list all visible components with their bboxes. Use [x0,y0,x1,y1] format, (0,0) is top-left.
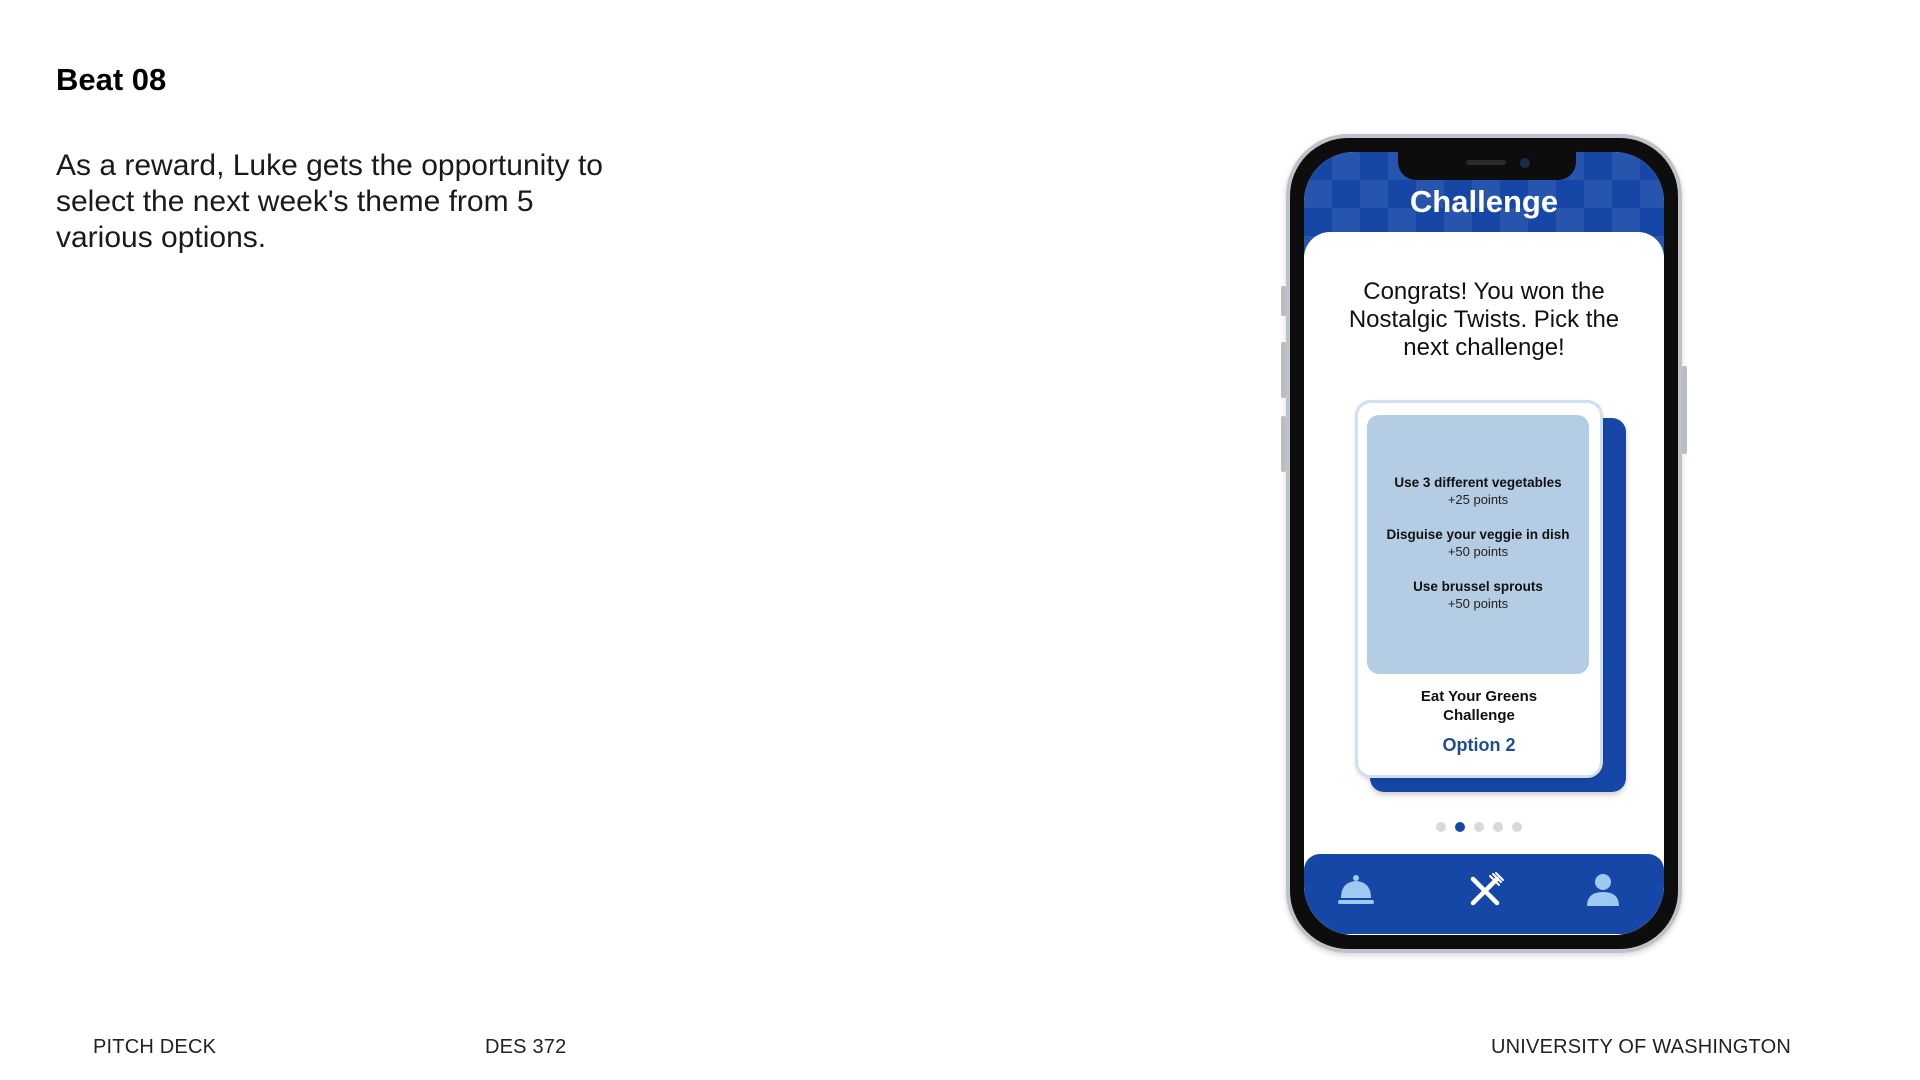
task-name: Use 3 different vegetables [1394,475,1562,490]
task-item [1367,579,1589,611]
challenge-name-line1: Eat Your Greens [1420,688,1538,705]
slide-title: Beat 08 [56,62,167,97]
slide-description: As a reward, Luke gets the opportunity to select the next week's theme from 5 various options. [56,149,603,254]
tab-recipes[interactable] [1464,868,1508,912]
tab-challenges[interactable] [1334,868,1378,912]
front-camera [1520,158,1530,168]
phone-volume-up [1281,342,1286,398]
tab-profile[interactable] [1581,868,1625,912]
app-content [1304,232,1664,935]
challenge-name-line2: Challenge [1443,707,1515,724]
phone-screen [1304,152,1664,935]
phone-mute-switch [1281,286,1286,316]
header-title: Challenge [1409,184,1559,219]
bottom-tab-bar [1304,854,1664,934]
task-name: Disguise your veggie in dish [1386,527,1570,542]
task-item [1367,475,1589,507]
challenge-name [1358,687,1600,725]
pagination-dot-1[interactable] [1436,822,1446,832]
option-label: Option 2 [1442,735,1516,755]
pagination-dots [1304,822,1664,832]
footer-course-code: DES 372 [485,1036,567,1058]
phone-notch [1398,152,1576,180]
congrats-message: Congrats! You won the Nostalgic Twists. Pick the next challenge! [1348,278,1620,361]
task-item [1367,527,1589,559]
phone-mockup [1286,134,1682,953]
pagination-dot-4[interactable] [1493,822,1503,832]
footer-university: UNIVERSITY OF WASHINGTON [1490,1036,1791,1058]
task-name: Use brussel sprouts [1413,579,1543,594]
challenge-option-card[interactable] [1355,400,1603,778]
task-points: +25 points [1447,492,1509,507]
phone-volume-down [1281,416,1286,472]
task-points: +50 points [1447,596,1509,611]
serving-bell-icon [1334,868,1378,912]
speaker-grille [1466,160,1506,165]
pagination-dot-3[interactable] [1474,822,1484,832]
fork-knife-icon [1464,868,1508,912]
pagination-dot-5[interactable] [1512,822,1522,832]
footer-pitch-deck: PITCH DECK [93,1036,217,1058]
task-list-panel [1367,415,1589,674]
task-points: +50 points [1447,544,1509,559]
phone-power-button [1682,366,1687,454]
user-profile-icon [1581,868,1625,912]
pagination-dot-2[interactable] [1455,822,1465,832]
